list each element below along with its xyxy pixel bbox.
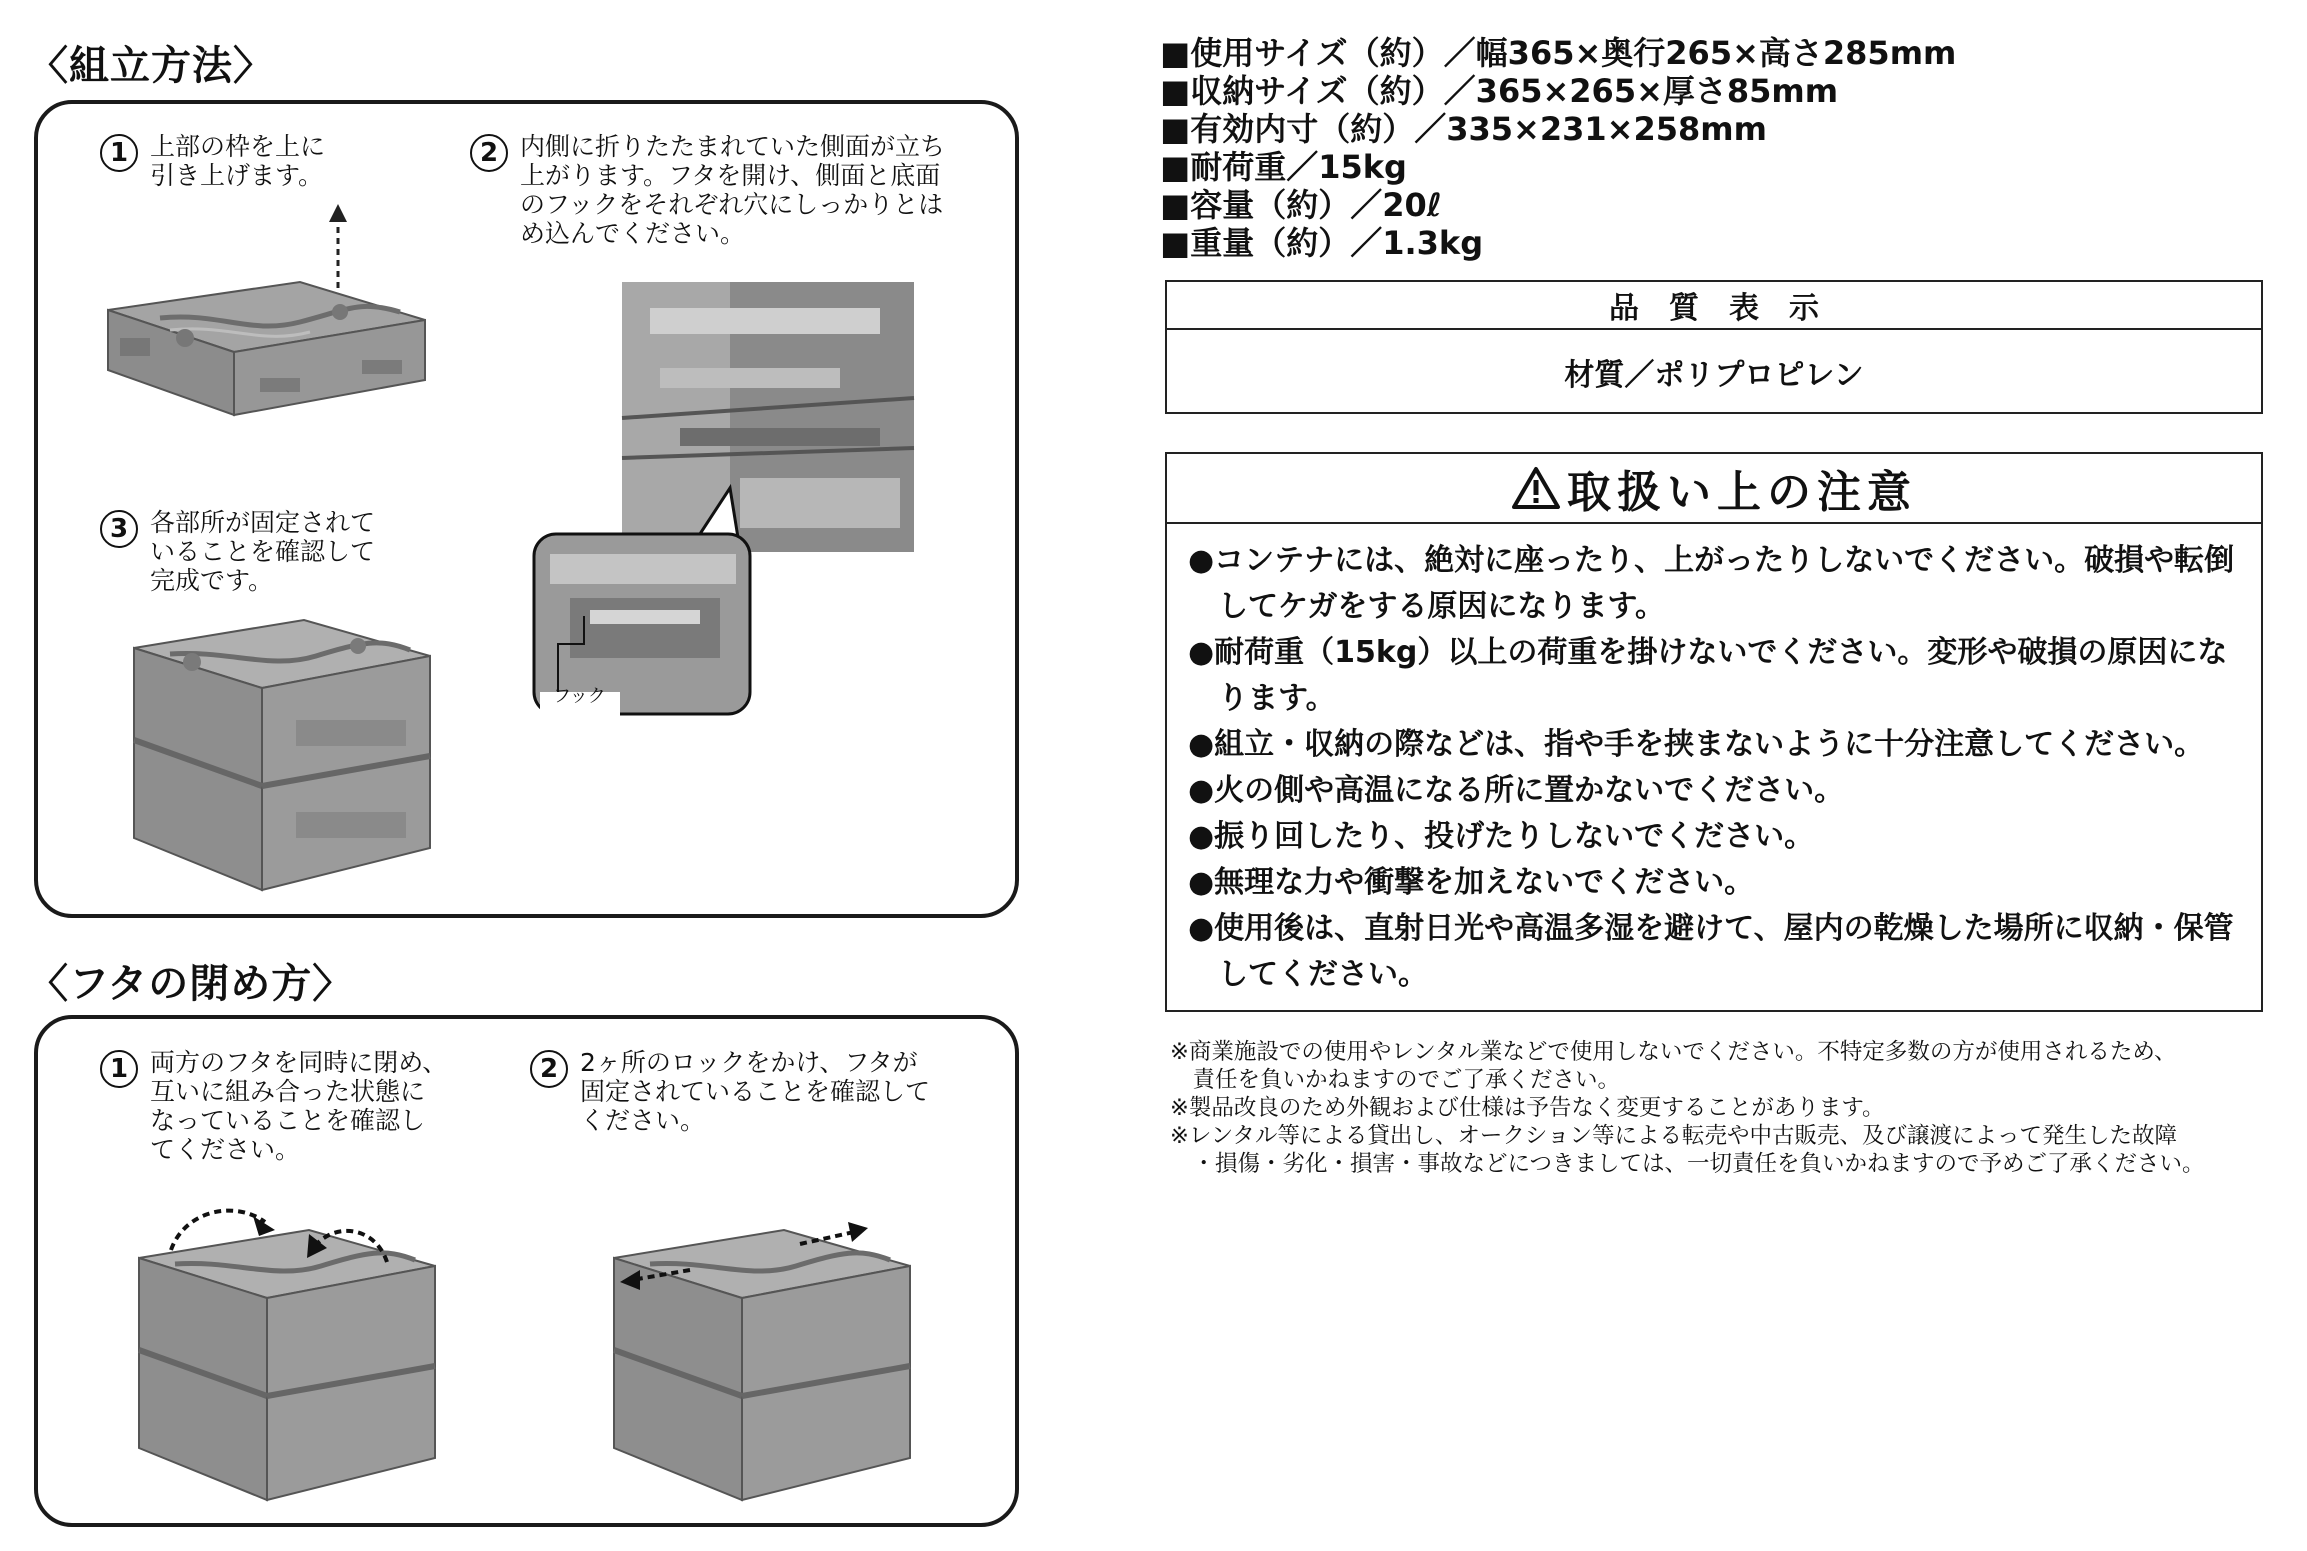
- step-text: 内側に折りたたまれていた側面が立ち 上がります。フタを開け、側面と底面 のフックをそれぞれ穴にしっかりとは め込んでください。: [520, 132, 946, 248]
- lid-step-2: [530, 1048, 930, 1135]
- step-number: 1: [100, 1050, 138, 1088]
- footnote: 責任を負いかねますのでご了承ください。: [1170, 1067, 1621, 1093]
- folded-container-illustration: [100, 200, 440, 440]
- step-number: 1: [100, 134, 138, 172]
- step-number: 2: [530, 1050, 568, 1088]
- lid-section-title: 〈フタの閉め方〉: [28, 961, 354, 1007]
- step-text: 2ヶ所のロックをかけ、フタが 固定されていることを確認して ください。: [580, 1048, 931, 1135]
- caution-item: ります。: [1188, 681, 1336, 716]
- step-text: 両方のフタを同時に閉め、 互いに組み合った状態に なっていることを確認し てください。: [150, 1048, 448, 1164]
- lid-close-illustration: [125, 1200, 455, 1510]
- footnote: ※商業施設での使用やレンタル業などで使用しないでください。不特定多数の方が使用されるため、: [1170, 1039, 2177, 1065]
- hook-detail-illustration: [530, 278, 920, 718]
- quality-material: 材質／ポリプロピレン: [1564, 358, 1864, 393]
- caution-item: ●火の側や高温になる所に置かないでください。: [1188, 773, 1845, 808]
- caution-item: ●コンテナには、絶対に座ったり、上がったりしないでください。破損や転倒: [1188, 543, 2235, 578]
- warning-icon: [1511, 466, 1561, 510]
- quality-label-box: [1165, 280, 2263, 414]
- spec-inner-size: ■有効内寸（約）／335×231×258mm: [1160, 110, 1767, 148]
- caution-item: ●振り回したり、投げたりしないでください。: [1188, 819, 1815, 854]
- caution-title: 取扱い上の注意: [1567, 467, 1917, 518]
- spec-use-size: ■使用サイズ（約）／幅365×奥行265×高さ285mm: [1160, 34, 1957, 72]
- assembly-step-2: [470, 132, 945, 248]
- spec-load-capacity: ■耐荷重／15kg: [1160, 148, 1407, 186]
- spec-weight: ■重量（約）／1.3kg: [1160, 224, 1484, 262]
- caution-item: ●耐荷重（15kg）以上の荷重を掛けないでください。変形や破損の原因にな: [1188, 635, 2228, 670]
- caution-item: ●使用後は、直射日光や高温多湿を避けて、屋内の乾燥した場所に収納・保管: [1188, 911, 2234, 946]
- spec-volume: ■容量（約）／20ℓ: [1160, 186, 1442, 224]
- assembly-section-title: 〈組立方法〉: [28, 43, 274, 89]
- hook-label: フック: [553, 686, 606, 707]
- caution-header: [1167, 454, 2261, 524]
- assembly-step-3: [100, 508, 375, 595]
- lid-lock-illustration: [600, 1200, 930, 1510]
- quality-label-header: 品 質 表 示: [1167, 282, 2261, 330]
- step-number: 2: [470, 134, 508, 172]
- assembly-step-1: [100, 132, 325, 190]
- step-text: 上部の枠を上に 引き上げます。: [150, 132, 326, 190]
- caution-item: してケガをする原因になります。: [1188, 589, 1665, 624]
- step-text: 各部所が固定されて いることを確認して 完成です。: [150, 508, 376, 595]
- footnote: ・損傷・劣化・損害・事故などにつきましては、一切責任を負いかねますので予めご了承ください。: [1170, 1151, 2205, 1177]
- assembled-container-illustration: [120, 590, 450, 900]
- caution-item: ●組立・収納の際などは、指や手を挟まないように十分注意してください。: [1188, 727, 2205, 762]
- spec-storage-size: ■収納サイズ（約）／365×265×厚さ85mm: [1160, 72, 1839, 110]
- footnote: ※レンタル等による貸出し、オークション等による転売や中古販売、及び譲渡によって発生した故障: [1170, 1123, 2177, 1149]
- caution-item: ●無理な力や衝撃を加えないでください。: [1188, 865, 1755, 900]
- footnote: ※製品改良のため外観および仕様は予告なく変更することがあります。: [1170, 1095, 1885, 1121]
- caution-item: してください。: [1188, 957, 1428, 992]
- step-number: 3: [100, 510, 138, 548]
- lid-step-1: [100, 1048, 447, 1164]
